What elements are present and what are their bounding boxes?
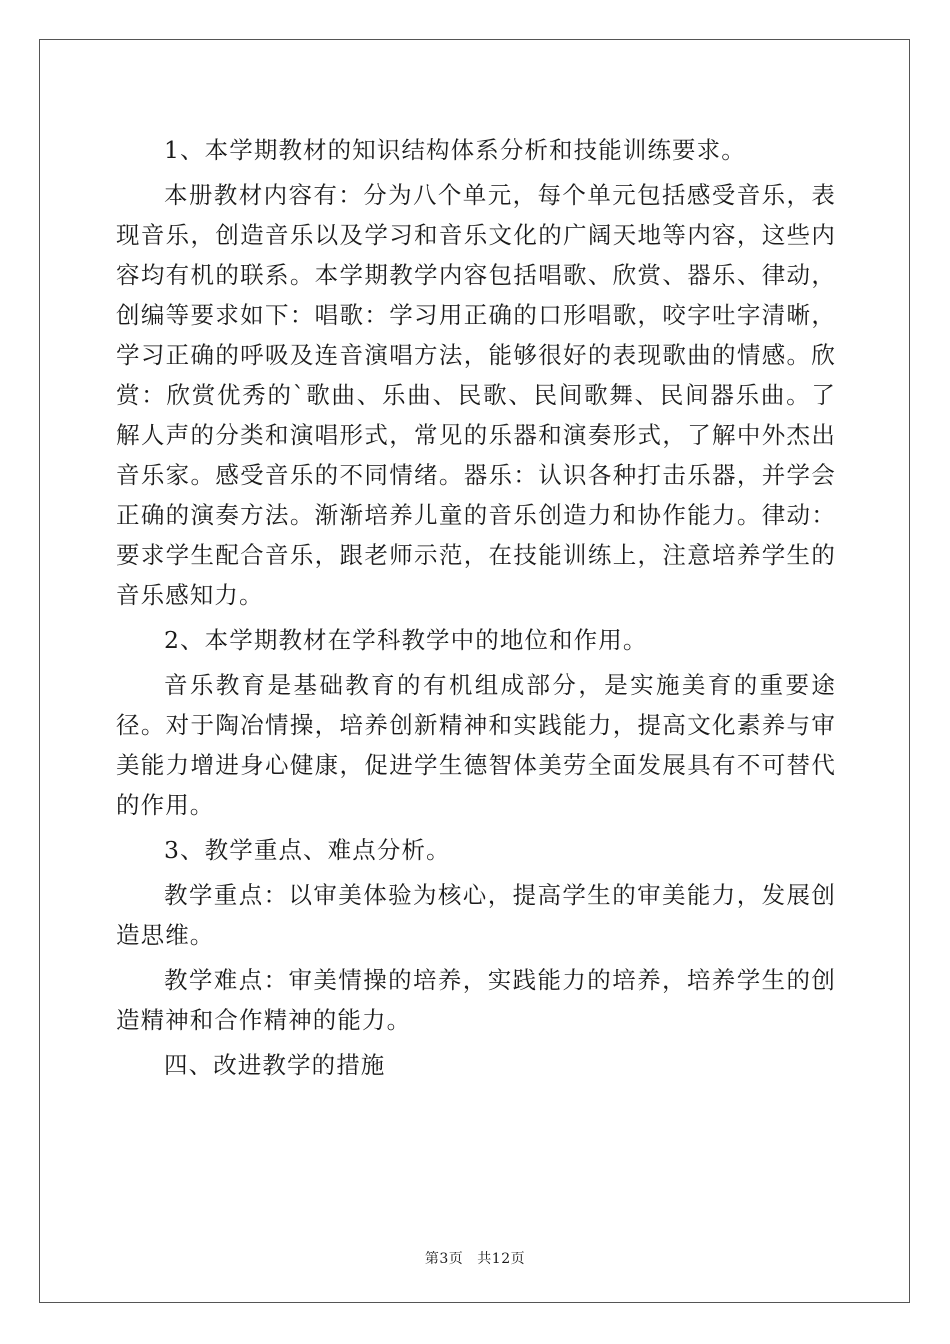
paragraph-role: 音乐教育是基础教育的有机组成部分，是实施美育的重要途径。对于陶冶情操，培养创新精神和实践能力，提高文化素养与审美能力增进身心健康，促进学生德智体美劳全面发展具有不可替代的作用。 [116, 671, 836, 819]
current-page-number: 第3页 [424, 1251, 464, 1267]
paragraph-key-points: 教学重点：以审美体验为核心，提高学生的审美能力，发展创造思维。 [116, 881, 836, 949]
paragraph-content-overview: 本册教材内容有：分为八个单元，每个单元包括感受音乐，表现音乐，创造音乐以及学习和音乐文化的广阔天地等内容，这些内容均有机的联系。本学期教学内容包括唱歌、欣赏、器乐、律动，创编等要求如下：唱歌：学习用正确的口形唱歌，咬字吐字清晰，学习正确的呼吸及连音演唱方法，能够很好的表现歌曲的情感。欣赏：欣赏优秀的`歌曲、乐曲、民歌、民间歌舞、民间器乐曲。了解人声的分类和演唱形式，常见的乐器和演奏形式，了解中外杰出音乐家。感受音乐的不同情绪。器乐：认识各种打击乐器，并学会正确的演奏方法。渐渐培养儿童的音乐创造力和协作能力。律动：要求学生配合音乐，跟老师示范，在技能训练上，注意培养学生的音乐感知力。 [116, 181, 836, 609]
page-footer [0, 1248, 950, 1268]
document-body [116, 130, 836, 1085]
section-heading-2: 2、本学期教材在学科教学中的地位和作用。 [164, 626, 648, 654]
total-pages: 共12页 [477, 1251, 526, 1267]
section-heading-4: 四、改进教学的措施 [164, 1051, 386, 1079]
section-heading-3: 3、教学重点、难点分析。 [164, 836, 451, 864]
section-heading-1: 1、本学期教材的知识结构体系分析和技能训练要求。 [164, 136, 746, 164]
paragraph-difficulties: 教学难点：审美情操的培养，实践能力的培养，培养学生的创造精神和合作精神的能力。 [116, 966, 836, 1034]
